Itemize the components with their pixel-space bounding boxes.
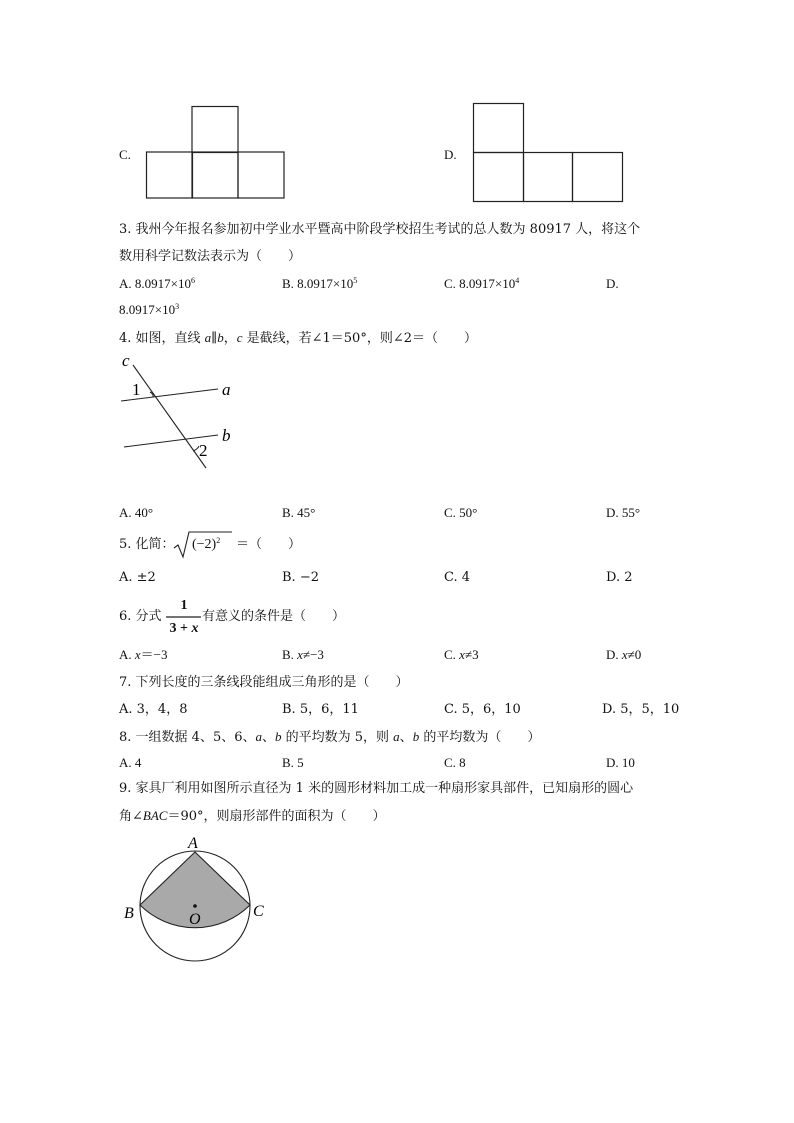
label-2: 2 bbox=[199, 441, 208, 460]
net-d-right-square bbox=[573, 153, 623, 202]
q6-option-d: D. x≠0 bbox=[606, 647, 642, 662]
q4-stem: 4. 如图，直线 a∥b，c 是截线，若∠1＝50°，则∠2＝（ ） bbox=[119, 330, 477, 346]
net-c-left-square bbox=[147, 152, 193, 198]
center-point bbox=[193, 904, 197, 908]
option-c-figure bbox=[146, 106, 286, 200]
label-C: C bbox=[253, 903, 264, 920]
q7-option-d: D. 5，5，10 bbox=[602, 702, 680, 717]
option-d-label: D. bbox=[444, 147, 457, 162]
q8-stem: 8. 一组数据 4、5、6、a、b 的平均数为 5，则 a、b 的平均数为（ ） bbox=[119, 729, 541, 745]
q5-option-d: D. 2 bbox=[606, 570, 633, 585]
q5-radicand: $(-2)^2$ bbox=[192, 536, 221, 552]
label-1: 1 bbox=[132, 380, 141, 399]
q6-prefix: 6. 分式 bbox=[119, 609, 162, 624]
q4-option-b: B. 45° bbox=[282, 505, 316, 520]
q4-option-a: A. 40° bbox=[119, 505, 154, 520]
q3-option-b: B. $8.0917\times 10^5$ bbox=[282, 276, 358, 291]
q3-option-d-value: $8.0917\times 10^3$ bbox=[119, 302, 180, 317]
q3-stem-line1: 3. 我州今年报名参加初中学业水平暨高中阶段学校招生考试的总人数为 80917 人，将这个 bbox=[119, 222, 641, 237]
q5-option-c: C. 4 bbox=[444, 570, 471, 585]
q9-stem-line1: 9. 家具厂利用如图所示直径为 1 米的圆形材料加工成一种扇形家具部件，已知扇形的圆心 bbox=[119, 781, 634, 796]
fraction-denominator: 3 + x bbox=[169, 621, 199, 636]
q3-stem-line2: 数用科学记数法表示为（ ） bbox=[119, 249, 302, 264]
net-d-middle-square bbox=[524, 153, 573, 202]
q8-option-d: D. 10 bbox=[606, 755, 635, 770]
line-c bbox=[133, 365, 206, 468]
q7-stem: 7. 下列长度的三条线段能组成三角形的是（ ） bbox=[119, 675, 409, 690]
q5-option-b: B. −2 bbox=[282, 570, 319, 585]
q5-suffix: ＝（ ） bbox=[236, 537, 302, 552]
net-c-right-square bbox=[238, 152, 284, 198]
q3-option-c: C. $8.0917\times 10^4$ bbox=[444, 276, 520, 291]
label-c: c bbox=[122, 351, 130, 370]
q6-option-c: C. x≠3 bbox=[444, 647, 479, 662]
q9-figure bbox=[120, 830, 280, 970]
q3-option-a: A. $8.0917\times 10^6$ bbox=[119, 276, 195, 291]
fraction-numerator: 1 bbox=[180, 598, 188, 613]
q4-figure bbox=[115, 350, 245, 474]
q8-option-c: C. 8 bbox=[444, 755, 466, 770]
label-A: A bbox=[188, 835, 198, 852]
q5-prefix: 5. 化简： bbox=[119, 537, 175, 552]
net-d-top-square bbox=[474, 104, 524, 153]
q5-option-a: A. ±2 bbox=[119, 570, 156, 585]
option-c-label: C. bbox=[119, 147, 131, 162]
q7-option-b: B. 5，6，11 bbox=[282, 702, 359, 717]
label-O: O bbox=[189, 911, 201, 928]
q4-option-d: D. 55° bbox=[606, 505, 641, 520]
fraction-bar bbox=[166, 616, 202, 618]
option-d-figure bbox=[473, 103, 625, 203]
q7-option-c: C. 5，6，10 bbox=[444, 702, 521, 717]
net-c-middle-square bbox=[192, 152, 238, 198]
q8-option-a: A. 4 bbox=[119, 755, 142, 770]
q9-stem-line2: 角∠BAC＝90°，则扇形部件的面积为（ ） bbox=[119, 808, 386, 824]
net-d-left-square bbox=[474, 153, 524, 202]
label-b: b bbox=[222, 426, 231, 445]
q6-suffix: 有意义的条件是（ ） bbox=[202, 609, 346, 624]
label-B: B bbox=[124, 905, 134, 922]
q3-option-d-label: D. bbox=[606, 276, 619, 291]
q7-option-a: A. 3，4，8 bbox=[119, 702, 188, 717]
q6-option-a: A. x＝−3 bbox=[119, 647, 168, 662]
q8-option-b: B. 5 bbox=[282, 755, 304, 770]
q6-option-b: B. x≠−3 bbox=[282, 647, 324, 662]
label-a: a bbox=[222, 380, 231, 399]
net-c-top-square bbox=[192, 107, 238, 153]
q4-option-c: C. 50° bbox=[444, 505, 478, 520]
